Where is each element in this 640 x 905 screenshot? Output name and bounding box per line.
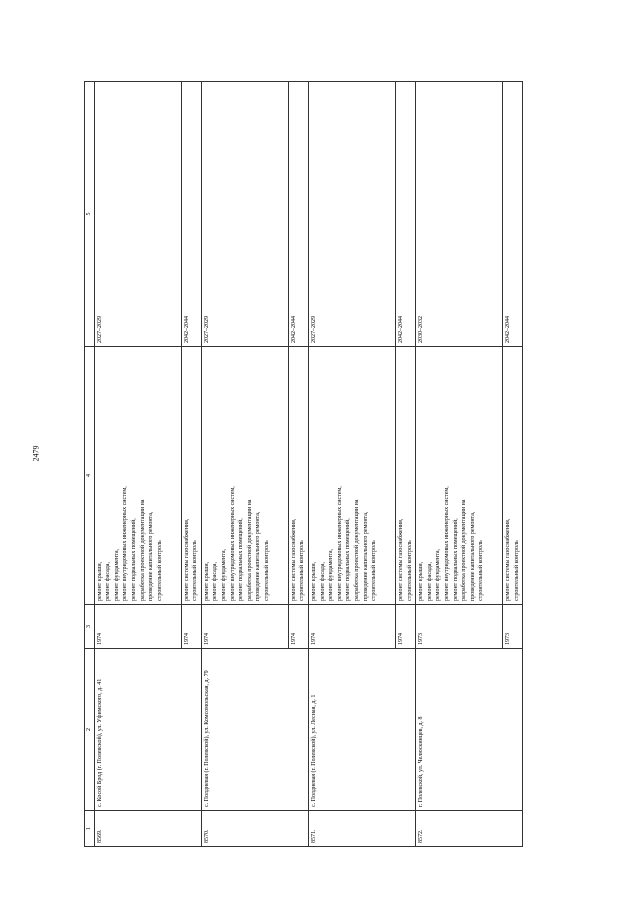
record-number: 8572.	[416, 811, 523, 847]
repair-period: 2042–2044	[395, 82, 415, 347]
work-item: разработка проектной документации на	[246, 499, 253, 601]
work-item: строительный контроль	[513, 540, 520, 601]
repair-schedule-table	[84, 81, 523, 847]
build-year: 1973	[416, 605, 503, 649]
work-item: ремонт системы газоснабжения,	[505, 518, 512, 601]
work-item: ремонт фасада,	[426, 562, 433, 601]
work-item: ремонт крыши,	[203, 561, 210, 601]
record-address: с. Полдневая (г. Полевской), ул. Лесная, д. 1	[308, 649, 415, 811]
work-item: ремонт системы газоснабжения,	[397, 518, 404, 601]
build-year: 1974	[201, 605, 288, 649]
repair-period: 2042–2044	[181, 82, 201, 347]
work-item: строительный контроль	[299, 540, 306, 601]
work-item: ремонт внутридомовых инженерных систем,	[336, 486, 343, 601]
work-item: проведение капитального ремонта,	[255, 511, 262, 601]
record-address: с. Полдневая (г. Полевской), ул. Комсомольская, д. 79	[201, 649, 308, 811]
work-item: ремонт системы газоснабжения,	[290, 518, 297, 601]
column-header-2: 2	[85, 649, 95, 811]
work-item: ремонт фундамента,	[435, 549, 442, 601]
work-item: ремонт внутридомовых инженерных систем,	[443, 486, 450, 601]
build-year: 1973	[503, 605, 523, 649]
works-list	[503, 347, 523, 605]
work-item: ремонт подвальных помещений,	[238, 518, 245, 601]
work-item: разработка проектной документации на	[353, 499, 360, 601]
work-item: ремонт фундамента,	[113, 549, 120, 601]
record-number: 8570.	[201, 811, 308, 847]
record-address: с. Косой Брод (г. Полевской), ул. Уфимского, д. 41	[94, 649, 201, 811]
work-item: строительный контроль	[156, 540, 163, 601]
works-list	[416, 347, 503, 605]
work-item: строительный контроль	[478, 540, 485, 601]
work-item: ремонт системы газоснабжения,	[183, 518, 190, 601]
column-header-1: 1	[85, 811, 95, 847]
works-list	[201, 347, 288, 605]
build-year: 1974	[288, 605, 308, 649]
repair-period: 2042–2044	[288, 82, 308, 347]
work-item: ремонт фундамента,	[220, 549, 227, 601]
work-item: разработка проектной документации на	[461, 499, 468, 601]
repair-period: 2042–2044	[503, 82, 523, 347]
record-number: 8571.	[308, 811, 415, 847]
work-item: строительный контроль	[371, 540, 378, 601]
works-list	[288, 347, 308, 605]
document-table-rotated	[84, 82, 600, 847]
build-year: 1974	[181, 605, 201, 649]
table-row	[308, 82, 395, 847]
works-list	[94, 347, 181, 605]
build-year: 1974	[395, 605, 415, 649]
header-row	[85, 82, 95, 847]
work-item: ремонт крыши,	[418, 561, 425, 601]
works-list	[181, 347, 201, 605]
work-item: ремонт крыши,	[310, 561, 317, 601]
column-header-4: 4	[85, 347, 95, 605]
work-item: ремонт подвальных помещений,	[130, 518, 137, 601]
work-item: строительный контроль	[192, 540, 199, 601]
work-item: ремонт фасада,	[212, 562, 219, 601]
works-list	[308, 347, 395, 605]
record-number: 8569.	[94, 811, 201, 847]
work-item: проведение капитального ремонта,	[362, 511, 369, 601]
repair-period: 2027–2029	[308, 82, 395, 347]
build-year: 1974	[308, 605, 395, 649]
work-item: ремонт фасада,	[319, 562, 326, 601]
build-year: 1974	[94, 605, 181, 649]
work-item: ремонт внутридомовых инженерных систем,	[229, 486, 236, 601]
works-list	[395, 347, 415, 605]
repair-period: 2027–2029	[201, 82, 288, 347]
table-row	[94, 82, 181, 847]
work-item: проведение капитального ремонта,	[469, 511, 476, 601]
work-item: ремонт подвальных помещений,	[345, 518, 352, 601]
record-address: г. Полевской, ул. Челюскинцев, д. 8	[416, 649, 523, 811]
column-header-5: 5	[85, 82, 95, 347]
table-row	[416, 82, 503, 847]
work-item: ремонт фундамента,	[328, 549, 335, 601]
repair-period: 2030–2032	[416, 82, 503, 347]
work-item: ремонт подвальных помещений,	[452, 518, 459, 601]
table-row	[201, 82, 288, 847]
work-item: строительный контроль	[263, 540, 270, 601]
repair-period: 2027–2029	[94, 82, 181, 347]
work-item: ремонт фасада,	[105, 562, 112, 601]
work-item: ремонт крыши,	[96, 561, 103, 601]
work-item: проведение капитального ремонта,	[148, 511, 155, 601]
work-item: строительный контроль	[406, 540, 413, 601]
page-number: 2479	[31, 445, 41, 461]
column-header-3: 3	[85, 605, 95, 649]
work-item: ремонт внутридомовых инженерных систем,	[122, 486, 129, 601]
work-item: разработка проектной документации на	[139, 499, 146, 601]
